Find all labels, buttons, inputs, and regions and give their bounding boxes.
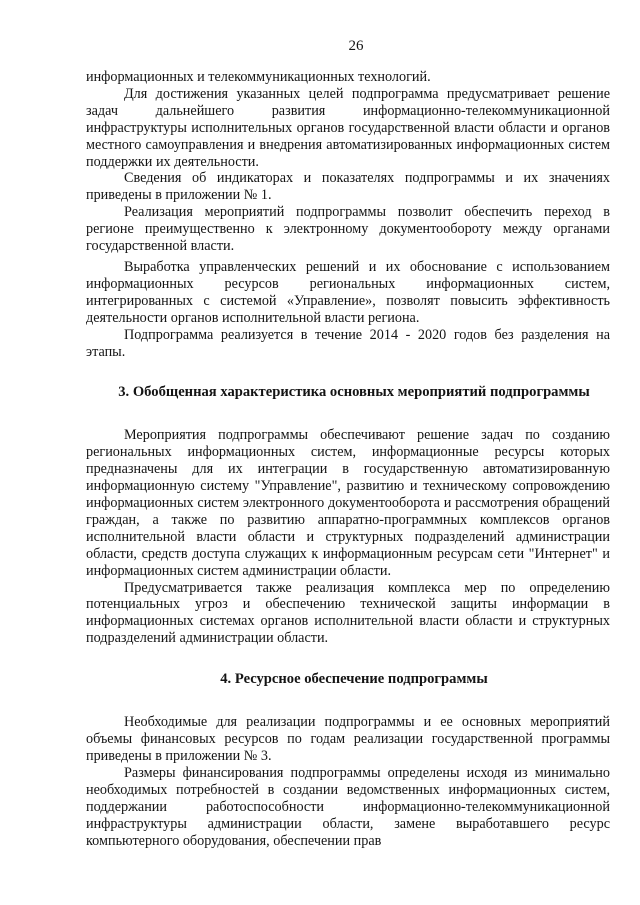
paragraph-continuation: информационных и телекоммуникационных технологий.	[86, 69, 431, 85]
paragraph-timeline: Подпрограмма реализуется в течение 2014 - 2020 годов без разделения на этапы.	[86, 326, 610, 360]
section-3-heading: 3. Обобщенная характеристика основных мероприятий подпрограммы	[118, 384, 590, 401]
section-4-paragraph-financing: Размеры финансирования подпрограммы определены исходя из минимально необходимых потребностей в создании ведомственных информационных систем, поддержании работоспособности информационно-телекоммуникационной инфраструктуры администрации области, замене выработавшего ресурс компьютерного оборудования, обеспечении прав	[86, 764, 610, 849]
paragraph-goals: Для достижения указанных целей подпрограмма предусматривает решение задач дальнейшего развития информационно-телекоммуникационной инфраструктуры исполнительных органов государственной власти области и органов местного самоуправления и внедрения автоматизированных информационных систем поддержки их деятельности.	[86, 85, 610, 170]
section-3-paragraph-measures: Мероприятия подпрограммы обеспечивают решение задач по созданию региональных информационных систем, информационные ресурсы которых предназначены для их интеграции в государственную автоматизированную информационную систему "Управление", развитию и техническому сопровождению информационных систем электронного документооборота и рассмотрения обращений граждан, а также по развитию аппаратно-программных комплексов органов исполнительной власти области и структурных подразделений администрации области, средств доступа служащих к информационным ресурсам сети "Интернет" и информационных систем администрации области.	[86, 427, 610, 579]
section-4-heading: 4. Ресурсное обеспечение подпрограммы	[220, 671, 488, 688]
paragraph-implementation: Реализация мероприятий подпрограммы позволит обеспечить переход в регионе преимущественно к электронному документообороту между органами государственной власти.	[86, 204, 610, 255]
section-3-paragraph-protection: Предусматривается также реализация комплекса мер по определению потенциальных угроз и обеспечению технической защиты информации в информационных системах органов исполнительной власти области и структурных подразделений администрации области.	[86, 579, 610, 647]
section-4-paragraph-resources: Необходимые для реализации подпрограммы и ее основных мероприятий объемы финансовых ресурсов по годам реализации государственной программы приведены в приложении № 3.	[86, 714, 610, 764]
paragraph-indicators: Сведения об индикаторах и показателях подпрограммы и их значениях приведены в приложении № 1.	[86, 170, 610, 204]
page-number: 26	[348, 38, 364, 54]
paragraph-decisions: Выработка управленческих решений и их обоснование с использованием информационных ресурсов региональных информационных систем, интегрированных с системой «Управление», позволят повысить эффективность деятельности органов исполнительной власти региона.	[86, 258, 610, 326]
